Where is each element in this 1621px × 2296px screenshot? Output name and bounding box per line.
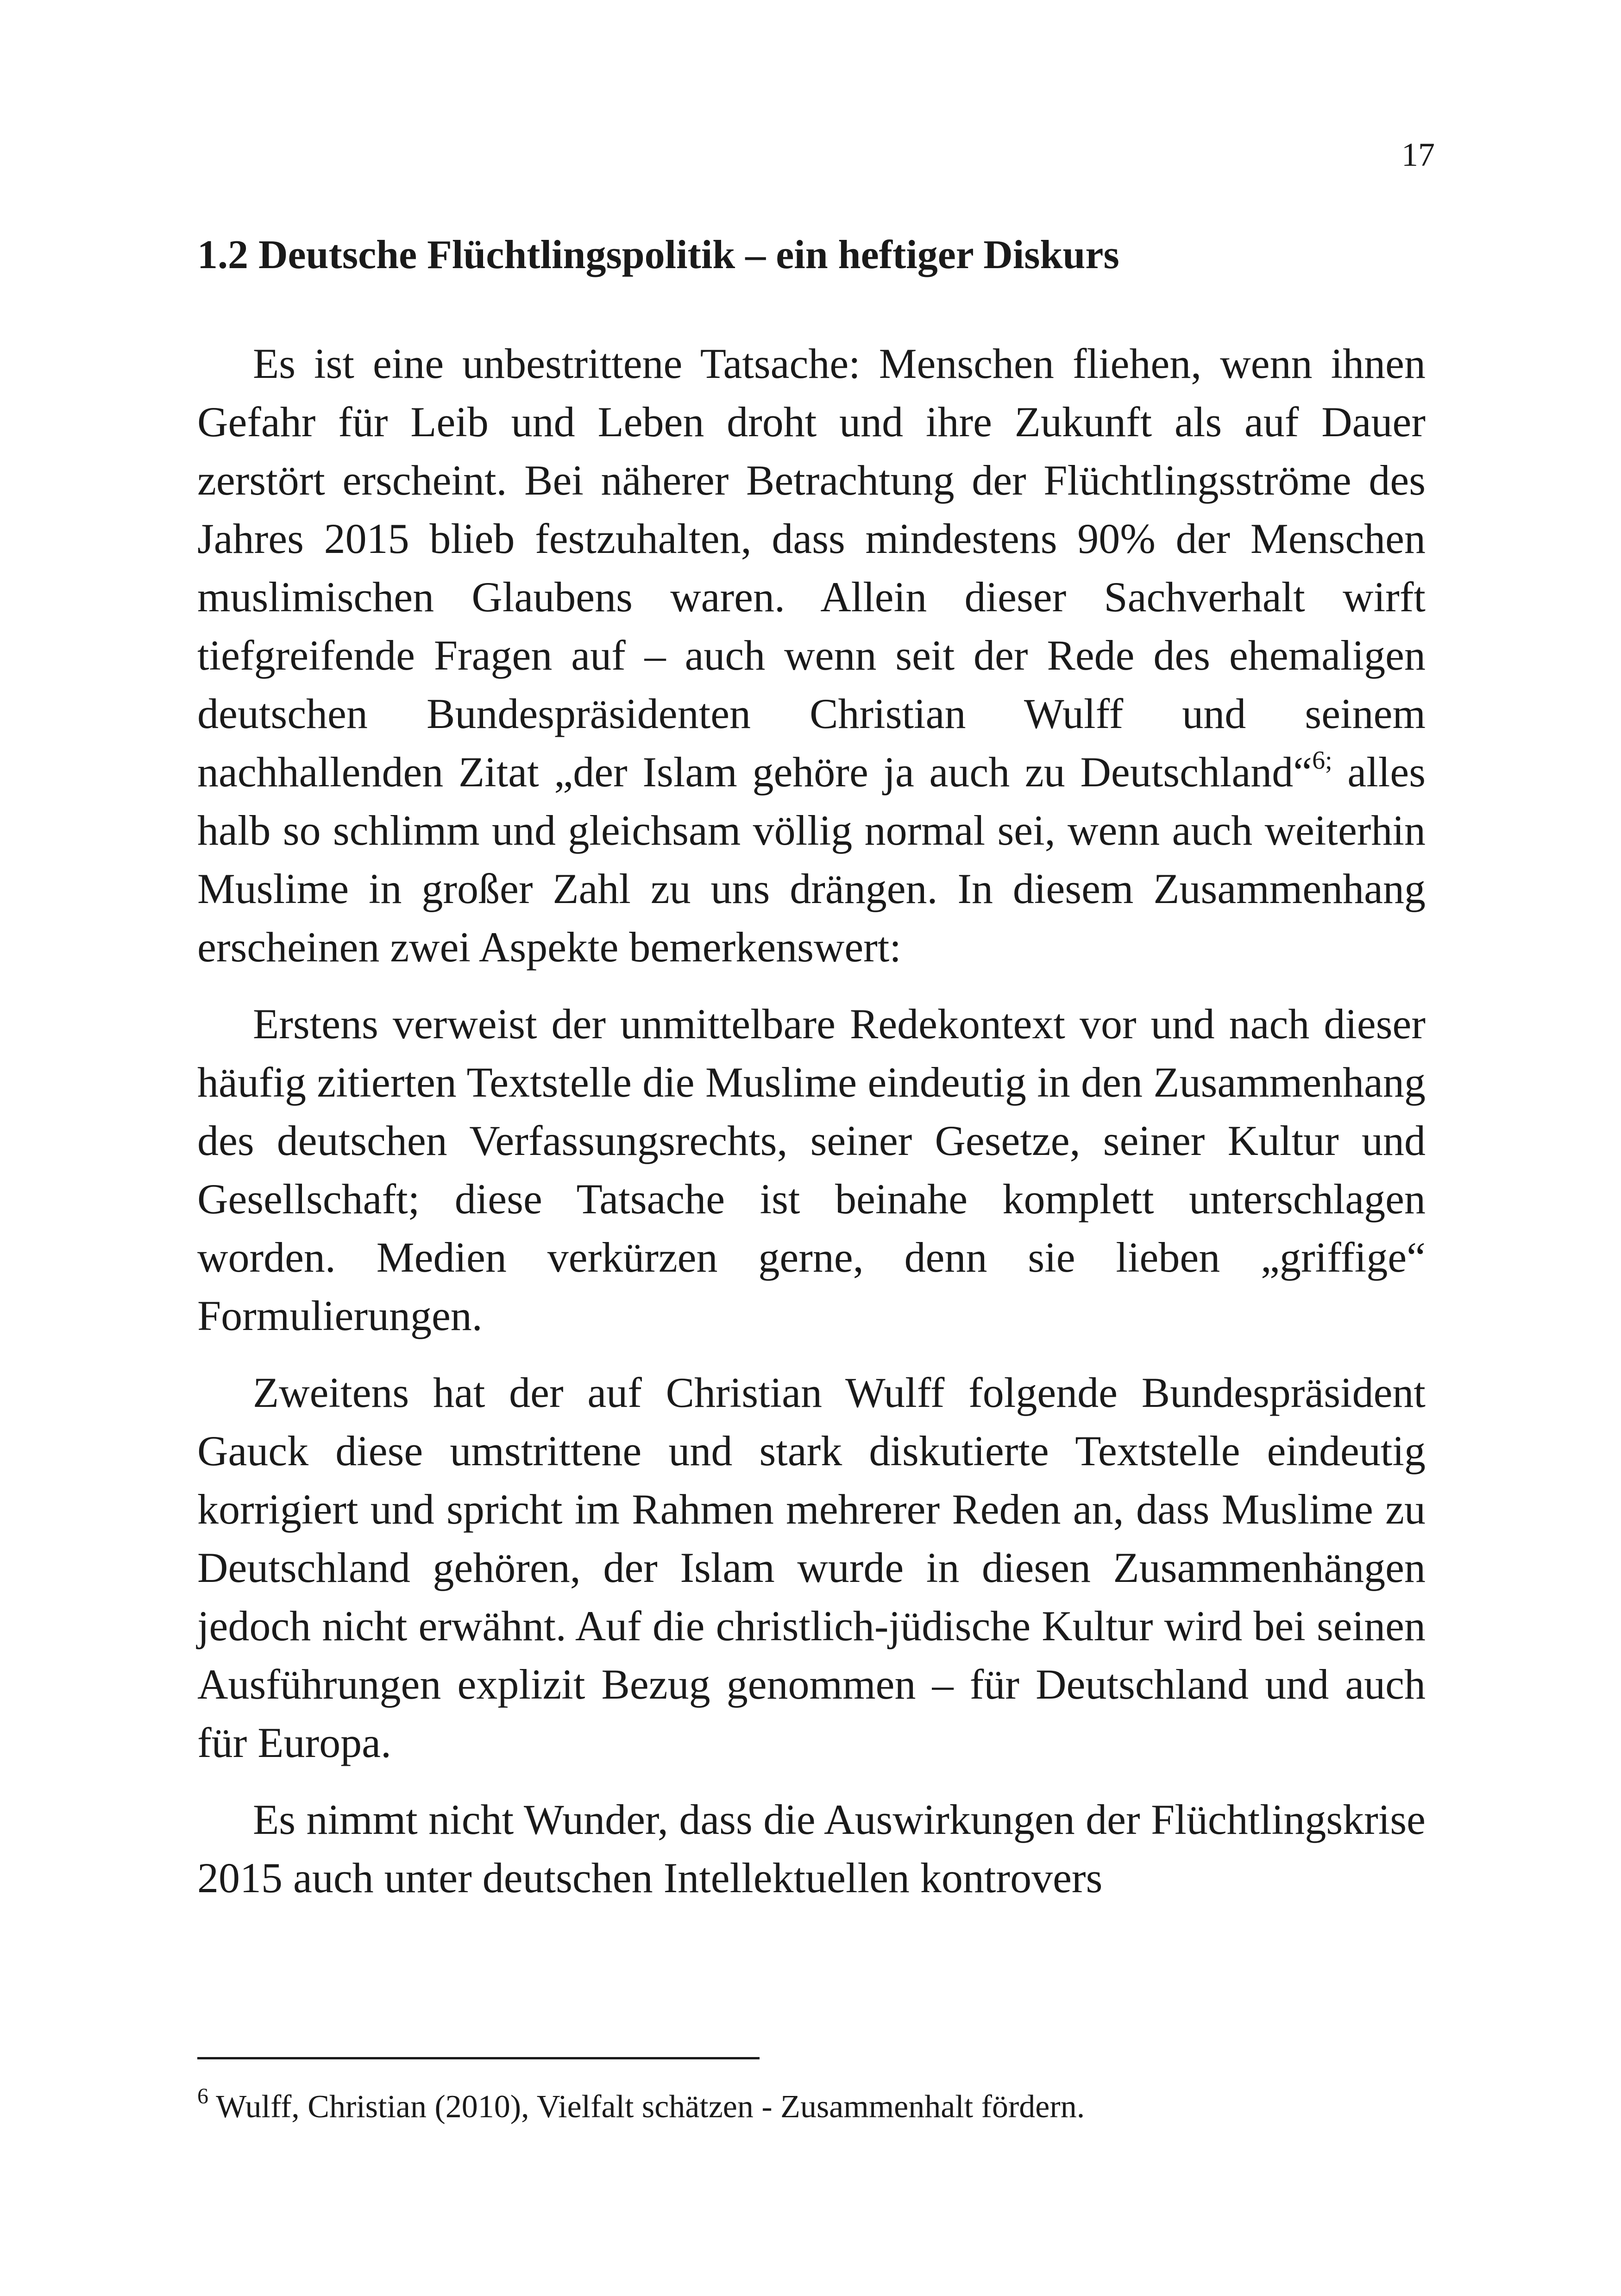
- body-text: [197, 334, 1426, 1926]
- paragraph-1: [197, 334, 1426, 976]
- footnote-divider: [197, 2057, 760, 2059]
- paragraph-1-text-a: Es ist eine unbestrittene Tatsache: Menschen fliehen, wenn ihnen Gefahr für Leib und Leben droht und ihre Zukunft als auf Dauer zerstört erscheint. Bei näherer Betrachtung der Flüchtlingsströme des Jahres 2015 blieb festzuhalten, dass mindestens 90% der Menschen muslimischen Glaubens waren. Allein dieser Sachverhalt wirft tiefgreifende Fragen auf – auch wenn seit der Rede des ehemaligen deutschen Bundespräsidenten Christian Wulff und seinem nachhallenden Zitat „der Islam gehöre ja auch zu Deutschland“: [197, 340, 1426, 796]
- paragraph-4: Es nimmt nicht Wunder, dass die Auswirkungen der Flüchtlingskrise 2015 auch unter deutschen Intellektuellen kontrovers: [197, 1796, 1426, 1901]
- footnote-marker: 6: [197, 2084, 208, 2108]
- footnote-reference: 6;: [1312, 746, 1332, 775]
- paragraph-3: Zweitens hat der auf Christian Wulff folgende Bundespräsident Gauck diese umstrittene und stark diskutierte Textstelle eindeutig korrigiert und spricht im Rahmen mehrerer Reden an, dass Muslime zu Deutschland gehören, der Islam wurde in diesen Zusammenhängen jedoch nicht erwähnt. Auf die christlich-jüdische Kultur wird bei seinen Ausführungen explizit Bezug genommen – für Deutschland und auch für Europa.: [197, 1369, 1426, 1766]
- section-heading: 1.2 Deutsche Flüchtlingspolitik – ein heftiger Diskurs: [197, 232, 1119, 277]
- footnote: [197, 2084, 1426, 2127]
- paragraph-2: Erstens verweist der unmittelbare Redekontext vor und nach dieser häufig zitierten Textstelle die Muslime eindeutig in den Zusammenhang des deutschen Verfassungsrechts, seiner Gesetze, seiner Kultur und Gesellschaft; diese Tatsache ist beinahe komplett unterschlagen worden. Medien verkürzen gerne, denn sie lieben „griffige“ Formulierungen.: [197, 1000, 1426, 1339]
- footnote-text: Wulff, Christian (2010), Vielfalt schätzen - Zusammenhalt fördern.: [208, 2089, 1085, 2125]
- page-number: 17: [1401, 136, 1435, 173]
- paragraph-1-text-b: alles halb so schlimm und gleichsam völlig normal sei, wenn auch weiterhin Muslime in großer Zahl zu uns drängen. In diesem Zusammenhang erscheinen zwei Aspekte bemerkenswert:: [197, 748, 1426, 971]
